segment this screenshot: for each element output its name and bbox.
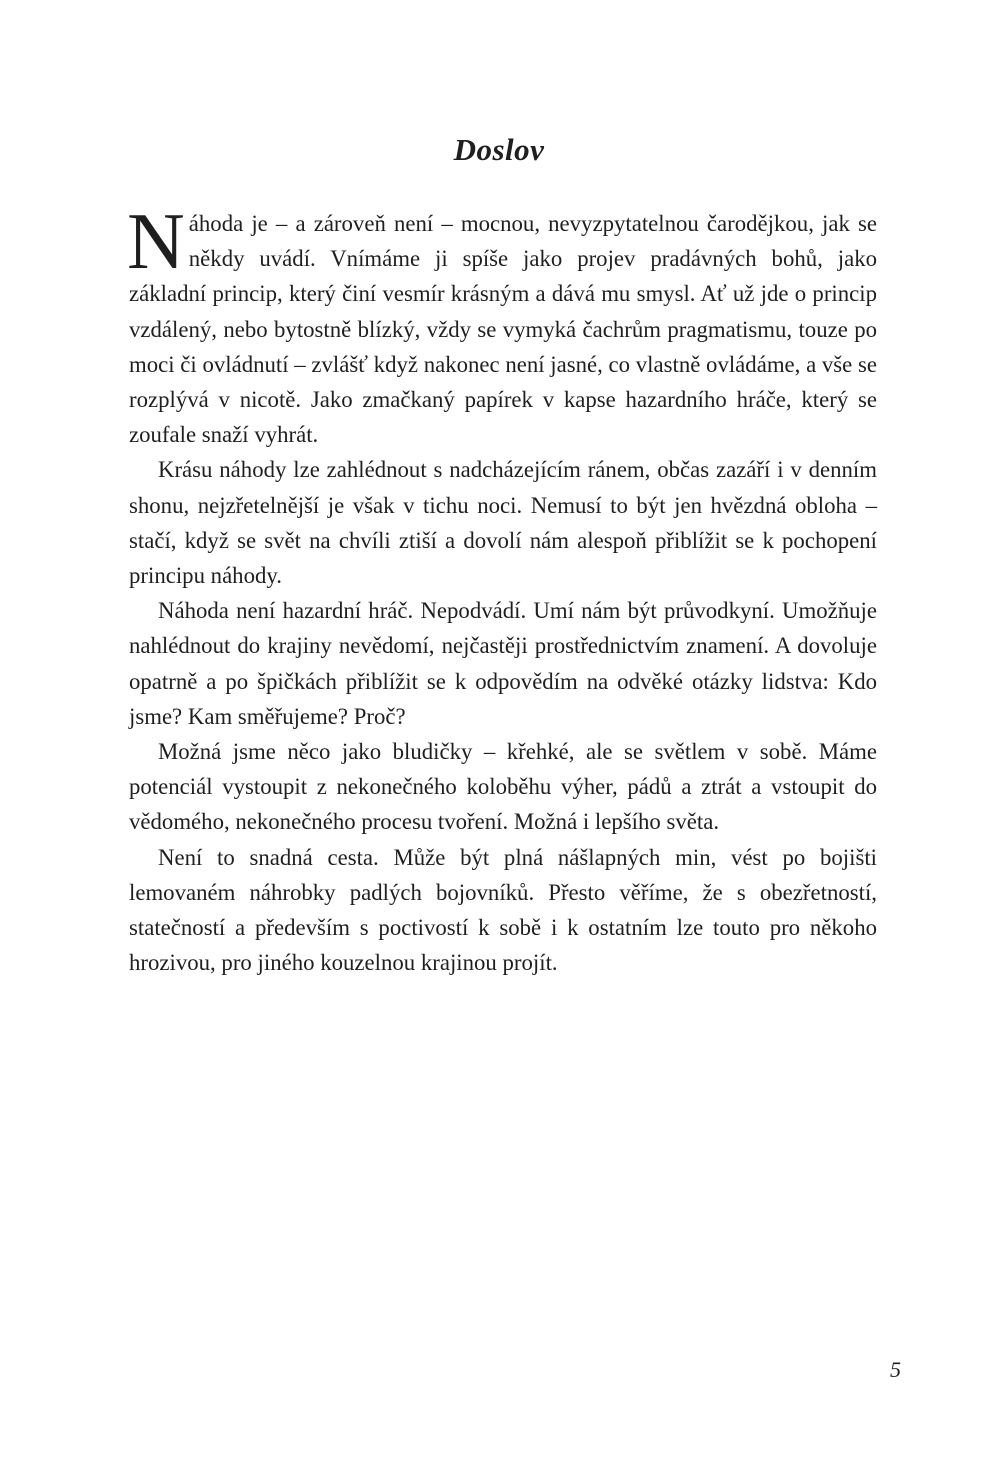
page-number: 5: [890, 1357, 901, 1382]
paragraph: Možná jsme něco jako bludičky – křehké, ale se světlem v sobě. Máme potenciál vystoupit z nekonečného koloběhu výher, pádů a ztrát a vstoupit do vědomého, nekonečného procesu tvoření. Možná i lepšího světa.: [129, 739, 877, 835]
body-text: [127, 198, 877, 980]
page-title: Doslov: [453, 132, 545, 167]
paragraph: Krásu náhody lze zahlédnout s nadcházejícím ránem, občas zazáří i v denním shonu, nejzřetelnější je však v tichu noci. Nemusí to být jen hvězdná obloha – stačí, když se svět na chvíli ztiší a dovolí nám alespoň přiblížit se k pochopení principu náhody.: [129, 457, 877, 589]
paragraph: [127, 198, 877, 452]
paragraph-text: áhoda je – a zároveň není – mocnou, nevyzpytatelnou čarodějkou, jak se někdy uvádí. Vnímáme ji spíše jako projev pradávných bohů, jako základní princip, který činí vesmír krásným a dává mu smysl. Ať už jde o princip vzdálený, nebo bytostně blízký, vždy se vymyká čachrům pragmatismu, touze po moci či ovládnutí – zvlášť když nakonec není jasné, co vlastně ovládáme, a vše se rozplývá v nicotě. Jako zmačkaný papírek v kapse hazardního hráče, který se zoufale snaží vyhrát.: [129, 211, 877, 448]
paragraph: Náhoda není hazardní hráč. Nepodvádí. Umí nám být průvodkyní. Umožňuje nahlédnout do krajiny nevědomí, nejčastěji prostřednictvím znamení. A dovoluje opatrně a po špičkách přiblížit se k odpovědím na odvěké otázky lidstva: Kdo jsme? Kam směřujeme? Proč?: [129, 598, 877, 729]
drop-cap: N: [127, 198, 185, 286]
paragraph: Není to snadná cesta. Může být plná nášlapných min, vést po bojišti lemovaném náhrobky padlých bojovníků. Přesto věříme, že s obezřetností, statečností a především s poctivostí k sobě i k ostatním lze touto pro někoho hrozivou, pro jiného kouzelnou krajinou projít.: [129, 844, 877, 976]
